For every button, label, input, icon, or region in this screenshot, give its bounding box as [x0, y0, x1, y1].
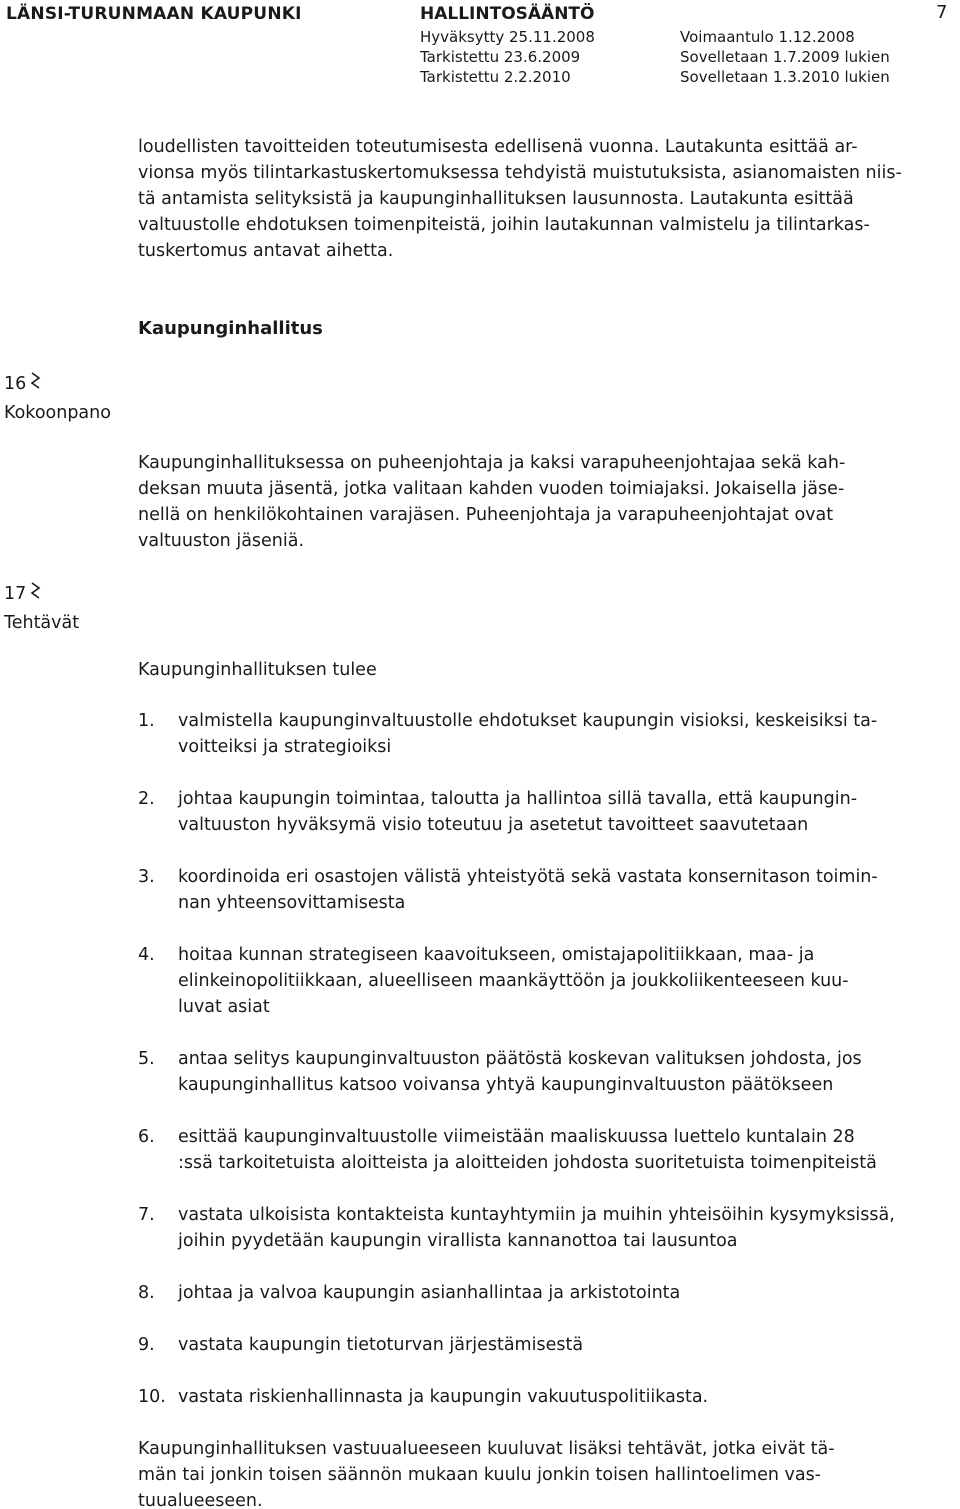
text-line: valmistella kaupunginvaltuustolle ehdotukset kaupungin visioksi, keskeisiksi ta-: [178, 711, 878, 731]
text-line: tuskertomus antavat aihetta.: [138, 241, 394, 261]
text-line: Kaupunginhallituksessa on puheenjohtaja ja kaksi varapuheenjohtajaa sekä kah-: [138, 453, 846, 473]
section-sign-icon: [30, 580, 41, 610]
text-line: kaupunginhallitus katsoo voivansa yhtyä kaupunginvaltuuston päätökseen: [178, 1075, 834, 1095]
text-line: esittää kaupunginvaltuustolle viimeistään maaliskuussa luettelo kuntalain 28: [178, 1127, 855, 1147]
text-line: män tai jonkin toisen säännön mukaan kuulu jonkin toisen hallintoelimen vas-: [138, 1465, 821, 1485]
section-16-number: 16: [4, 374, 27, 394]
text-line: johtaa ja valvoa kaupungin asianhallintaa ja arkistotointa: [178, 1283, 681, 1303]
text-line: vastata riskienhallinnasta ja kaupungin vakuutuspolitiikasta.: [178, 1387, 709, 1407]
organization-name: LÄNSI-TURUNMAAN KAUPUNKI: [6, 4, 302, 24]
text-line: elinkeinopolitiikkaan, alueelliseen maankäyttöön ja joukkoliikenteeseen kuu-: [178, 971, 849, 991]
text-line: nan yhteensovittamisesta: [178, 893, 406, 913]
section-17-number-row: [4, 580, 79, 610]
duty-number: 4.: [138, 945, 155, 965]
composition-paragraph: [138, 450, 958, 554]
duties-intro: [138, 657, 958, 683]
text-line: tä antamista selityksistä ja kaupunginhallituksen lausunnosta. Lautakunta esittää: [138, 189, 854, 209]
section-16-number-row: [4, 370, 111, 400]
text-line: vastata ulkoisista kontakteista kuntayhtymiin ja muihin yhteisöihin kysymyksissä,: [178, 1205, 895, 1225]
text-line: antaa selitys kaupunginvaltuuston päätöstä koskevan valituksen johdosta, jos: [178, 1049, 862, 1069]
text-line: joihin pyydetään kaupungin virallista kannanottoa tai lausuntoa: [178, 1231, 738, 1251]
text-line: luvat asiat: [178, 997, 270, 1017]
section-16-title: Kokoonpano: [4, 403, 111, 423]
header-revised-date-2: Tarkistettu 2.2.2010: [420, 68, 571, 86]
text-line: johtaa kaupungin toimintaa, taloutta ja hallintoa sillä tavalla, että kaupungin-: [178, 789, 858, 809]
duty-number: 10.: [138, 1387, 166, 1407]
duty-number: 5.: [138, 1049, 155, 1069]
section-17-label: [4, 580, 79, 636]
intro-paragraph: [138, 134, 958, 264]
text-line: koordinoida eri osastojen välistä yhteistyötä sekä vastata konsernitason toimin-: [178, 867, 878, 887]
duty-number: 3.: [138, 867, 155, 887]
section-heading: Kaupunginhallitus: [138, 318, 323, 339]
section-17-number: 17: [4, 584, 27, 604]
text-line: tuualueeseen.: [138, 1491, 263, 1509]
text-line: :ssä tarkoitetuista aloitteista ja aloitteiden johdosta suoritetuista toimenpiteistä: [178, 1153, 877, 1173]
header-effective-date: Voimaantulo 1.12.2008: [680, 28, 855, 46]
duty-number: 2.: [138, 789, 155, 809]
text-line: hoitaa kunnan strategiseen kaavoitukseen, omistajapolitiikkaan, maa- ja: [178, 945, 815, 965]
duty-number: 9.: [138, 1335, 155, 1355]
text-line: valtuuston hyväksymä visio toteutuu ja asetetut tavoitteet saavutetaan: [178, 815, 809, 835]
section-sign-icon: [30, 370, 41, 400]
duty-number: 8.: [138, 1283, 155, 1303]
text-line: valtuuston jäseniä.: [138, 531, 305, 551]
text-line: loudellisten tavoitteiden toteutumisesta edellisenä vuonna. Lautakunta esittää ar-: [138, 137, 858, 157]
text-line: deksan muuta jäsentä, jotka valitaan kahden vuoden toimiajaksi. Jokaisella jäse-: [138, 479, 845, 499]
duty-number: 1.: [138, 711, 155, 731]
duty-number: 6.: [138, 1127, 155, 1147]
header-approved-date: Hyväksytty 25.11.2008: [420, 28, 595, 46]
header-revised-date-1: Tarkistettu 23.6.2009: [420, 48, 581, 66]
text-line: vastata kaupungin tietoturvan järjestämisestä: [178, 1335, 584, 1355]
section-17-title: Tehtävät: [4, 613, 80, 633]
section-16-label: [4, 370, 111, 426]
text-line: voitteiksi ja strategioiksi: [178, 737, 392, 757]
text-line: nellä on henkilökohtainen varajäsen. Puheenjohtaja ja varapuheenjohtajat ovat: [138, 505, 834, 525]
text-line: Kaupunginhallituksen tulee: [138, 660, 377, 680]
document-title: HALLINTOSÄÄNTÖ: [420, 4, 595, 24]
closing-paragraph: [138, 1436, 958, 1509]
duty-number: 7.: [138, 1205, 155, 1225]
text-line: valtuustolle ehdotuksen toimenpiteistä, joihin lautakunnan valmistelu ja tilintarkas-: [138, 215, 870, 235]
text-line: Kaupunginhallituksen vastuualueeseen kuuluvat lisäksi tehtävät, jotka eivät tä-: [138, 1439, 835, 1459]
header-applied-date-2: Sovelletaan 1.3.2010 lukien: [680, 68, 890, 86]
header-applied-date-1: Sovelletaan 1.7.2009 lukien: [680, 48, 890, 66]
page-number: 7: [936, 2, 948, 23]
text-line: vionsa myös tilintarkastuskertomuksessa tehdyistä muistutuksista, asianomaisten niis-: [138, 163, 902, 183]
